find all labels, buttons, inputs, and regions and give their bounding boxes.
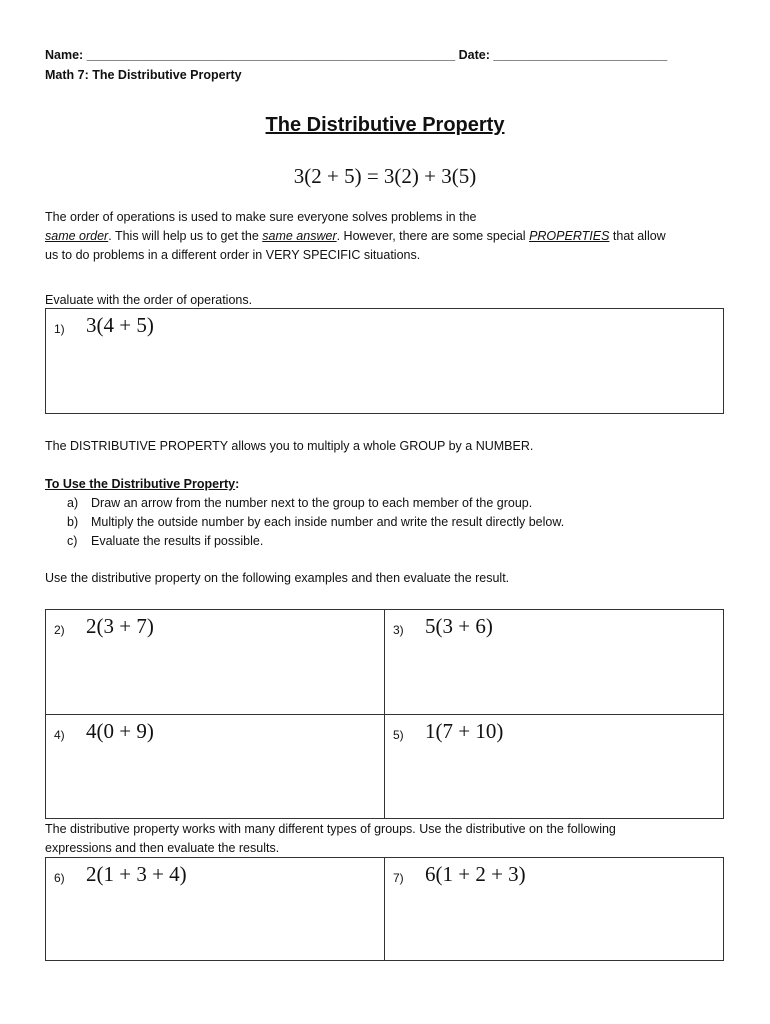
problem-number: 6) bbox=[54, 871, 65, 885]
problem-3-cell[interactable] bbox=[385, 610, 723, 714]
problem-2-cell[interactable] bbox=[46, 610, 384, 714]
course-title: Math 7: The Distributive Property bbox=[45, 68, 242, 82]
intro-line-3: us to do problems in a different order in VERY SPECIFIC situations. bbox=[45, 248, 421, 262]
step-text: Multiply the outside number by each inside number and write the result directly below. bbox=[91, 515, 565, 529]
problem-number: 2) bbox=[54, 623, 65, 637]
date-blank: _________________________ bbox=[493, 48, 668, 62]
intro-line-1: The order of operations is used to make sure everyone solves problems in the bbox=[45, 210, 477, 224]
problem-expression: 5(3 + 6) bbox=[425, 614, 493, 638]
problem-number: 3) bbox=[393, 623, 404, 637]
examples-grid bbox=[45, 609, 724, 819]
intro-line-2-b: . However, there are some special bbox=[336, 229, 530, 243]
instructions-heading-text: To Use the Distributive Property bbox=[45, 477, 236, 491]
page-title: The Distributive Property bbox=[265, 114, 505, 136]
problem-expression: 4(0 + 9) bbox=[86, 719, 154, 743]
intro-paragraph bbox=[45, 208, 735, 265]
name-blank: _____________________________________________________ bbox=[86, 48, 456, 62]
problem-expression: 1(7 + 10) bbox=[425, 719, 504, 743]
instructions-list bbox=[67, 494, 564, 551]
instructions-heading bbox=[45, 475, 239, 494]
problem-number: 4) bbox=[54, 728, 65, 742]
instruction-step bbox=[67, 494, 564, 513]
same-order-text: same order bbox=[45, 229, 109, 243]
problem-number: 7) bbox=[393, 871, 404, 885]
groups-line-1: The distributive property works with many different types of groups. Use the distributive on the following bbox=[45, 822, 616, 836]
instruction-step bbox=[67, 532, 564, 551]
problem-5-cell[interactable] bbox=[385, 715, 723, 818]
date-label: Date: bbox=[458, 48, 490, 62]
instruction-step bbox=[67, 513, 564, 532]
instructions-colon: : bbox=[235, 477, 240, 491]
step-letter: a) bbox=[67, 496, 79, 510]
groups-grid bbox=[45, 857, 724, 961]
evaluate-label: Evaluate with the order of operations. bbox=[45, 293, 253, 307]
step-text: Draw an arrow from the number next to the group to each member of the group. bbox=[91, 496, 533, 510]
intro-line-2-c: that allow bbox=[609, 229, 666, 243]
groups-paragraph bbox=[45, 820, 745, 858]
distributive-definition: The DISTRIBUTIVE PROPERTY allows you to multiply a whole GROUP by a NUMBER. bbox=[45, 439, 534, 453]
problem-7-cell[interactable] bbox=[385, 858, 723, 960]
problem-number: 1) bbox=[54, 322, 65, 336]
intro-line-2-a: . This will help us to get the bbox=[108, 229, 263, 243]
example-formula: 3(2 + 5) = 3(2) + 3(5) bbox=[293, 164, 477, 188]
step-text: Evaluate the results if possible. bbox=[91, 534, 264, 548]
problem-1-box[interactable] bbox=[45, 308, 724, 414]
problem-expression: 2(3 + 7) bbox=[86, 614, 154, 638]
problem-6-cell[interactable] bbox=[46, 858, 384, 960]
intro-line-2 bbox=[45, 227, 735, 246]
properties-text: PROPERTIES bbox=[529, 229, 610, 243]
examples-label: Use the distributive property on the following examples and then evaluate the result. bbox=[45, 571, 510, 585]
problem-expression: 2(1 + 3 + 4) bbox=[86, 862, 187, 886]
problem-4-cell[interactable] bbox=[46, 715, 384, 818]
name-label: Name: bbox=[45, 48, 84, 62]
groups-line-2: expressions and then evaluate the results. bbox=[45, 841, 280, 855]
step-letter: c) bbox=[67, 534, 78, 548]
problem-expression: 3(4 + 5) bbox=[86, 313, 154, 337]
step-letter: b) bbox=[67, 515, 79, 529]
problem-expression: 6(1 + 2 + 3) bbox=[425, 862, 526, 886]
same-answer-text: same answer bbox=[262, 229, 337, 243]
problem-number: 5) bbox=[393, 728, 404, 742]
name-line bbox=[45, 48, 667, 62]
